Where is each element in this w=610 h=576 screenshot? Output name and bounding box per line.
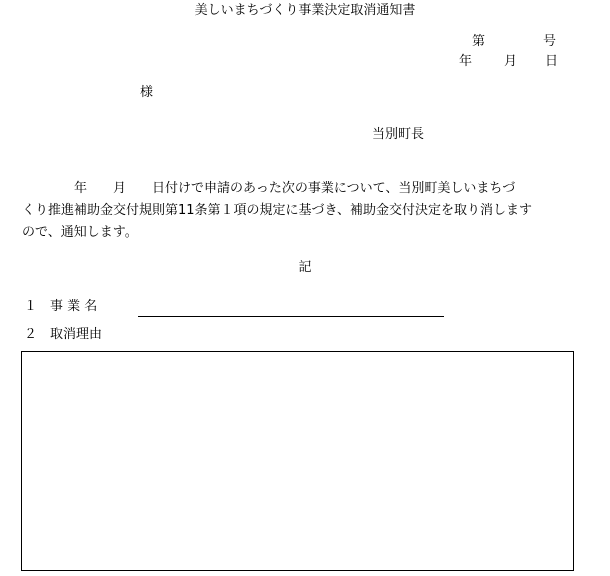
number-prefix: 第 <box>472 34 486 49</box>
item-project-name-label: １ 事 業 名 <box>24 299 98 314</box>
date-month: 月 <box>504 54 518 69</box>
document-date <box>459 54 558 70</box>
item-cancel-reason-label: ２ 取消理由 <box>24 327 103 342</box>
body-line: ので、通知します。 <box>22 225 138 240</box>
document-title: 美しいまちづくり事業決定取消通知書 <box>194 3 416 18</box>
ki-heading: 記 <box>298 260 312 275</box>
date-year: 年 <box>459 54 473 69</box>
number-suffix: 号 <box>543 34 557 49</box>
project-name-underline <box>138 316 444 317</box>
document-number <box>472 34 556 50</box>
sender: 当別町長 <box>372 127 425 142</box>
recipient: 様 <box>140 85 154 100</box>
date-day: 日 <box>545 54 559 69</box>
body-line: くり推進補助金交付規則第11条第１項の規定に基づき、補助金交付決定を取り消します <box>22 203 533 218</box>
body-line: 年 月 日付けで申請のあった次の事業について、当別町美しいまちづ <box>22 181 516 196</box>
cancel-reason-box <box>21 351 574 571</box>
body-paragraph <box>22 178 592 244</box>
